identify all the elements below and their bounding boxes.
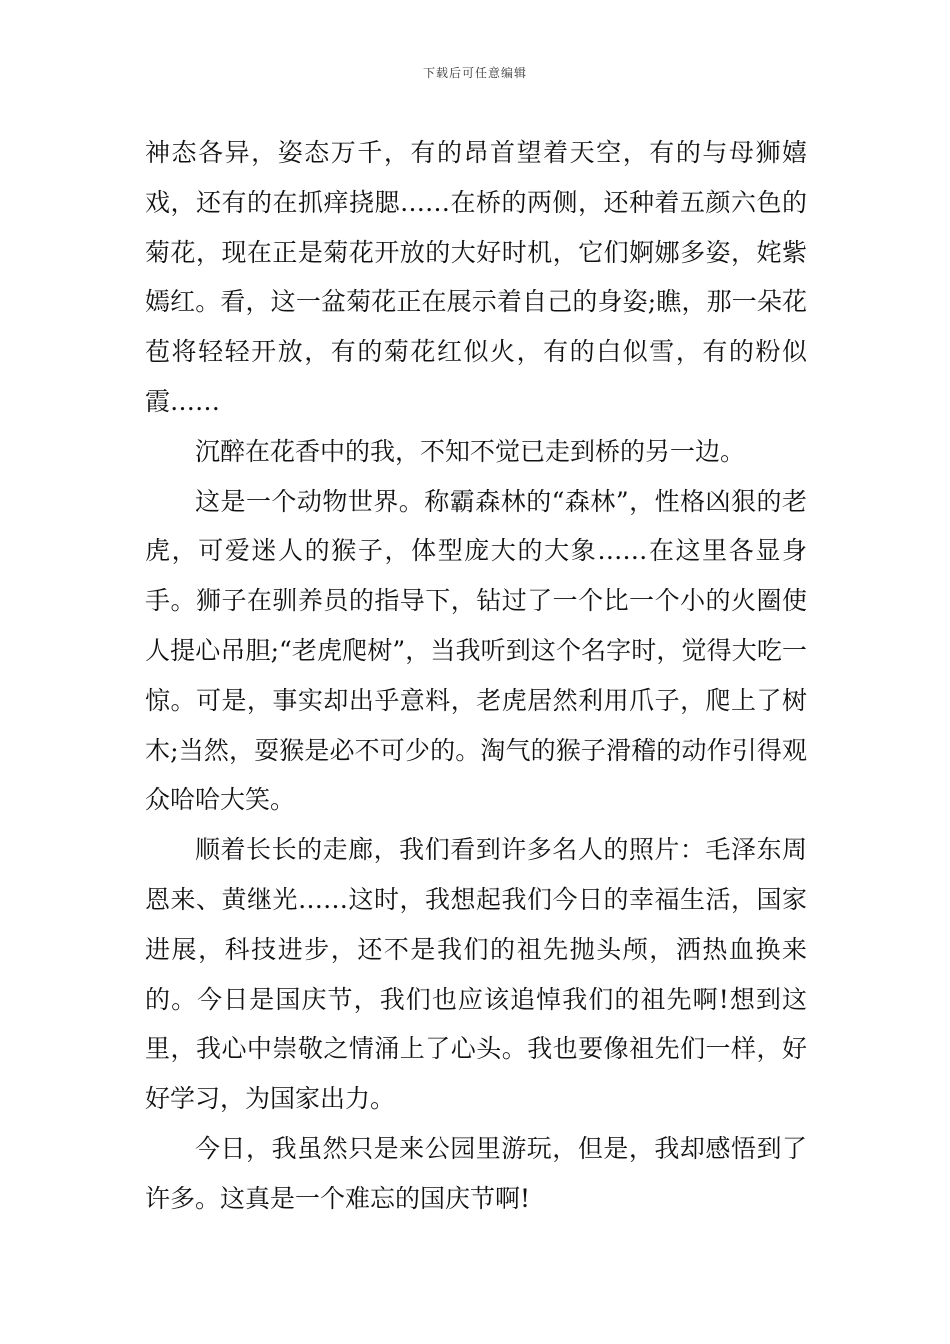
paragraph: 今日，我虽然只是来公园里游玩，但是，我却感悟到了许多。这真是一个难忘的国庆节啊! xyxy=(145,1133,807,1213)
paragraph: 顺着长长的走廊，我们看到许多名人的照片：毛泽东周恩来、黄继光……这时，我想起我们今日的幸福生活，国家进展，科技进步，还不是我们的祖先抛头颅，洒热血换来的。今日是国庆节，我们也应该追悼我们的祖先啊!想到这里，我心中崇敬之情涌上了心头。我也要像祖先们一样，好好学习，为国家出力。 xyxy=(145,835,807,1114)
page-header: 下载后可任意编辑 xyxy=(422,66,527,80)
document-body xyxy=(145,128,807,1224)
paragraph: 这是一个动物世界。称霸森林的“森林”，性格凶狠的老虎，可爱迷人的猴子，体型庞大的大象……在这里各显身手。狮子在驯养员的指导下，钻过了一个比一个小的火圈使人提心吊胆;“老虎爬树”，当我听到这个名字时，觉得大吃一惊。可是，事实却出乎意料，老虎居然利用爪子，爬上了树木;当然，耍猴是必不可少的。淘气的猴子滑稽的动作引得观众哈哈大笑。 xyxy=(145,486,807,815)
paragraph-continuation: 神态各异，姿态万千，有的昂首望着天空，有的与母狮嬉戏，还有的在抓痒挠腮……在桥的两侧，还种着五颜六色的菊花，现在正是菊花开放的大好时机，它们婀娜多姿，姹紫嫣红。看，这一盆菊花正在展示着自己的身姿;瞧，那一朵花苞将轻轻开放，有的菊花红似火，有的白似雪，有的粉似霞…… xyxy=(145,138,807,416)
paragraph: 沉醉在花香中的我，不知不觉已走到桥的另一边。 xyxy=(195,436,746,466)
